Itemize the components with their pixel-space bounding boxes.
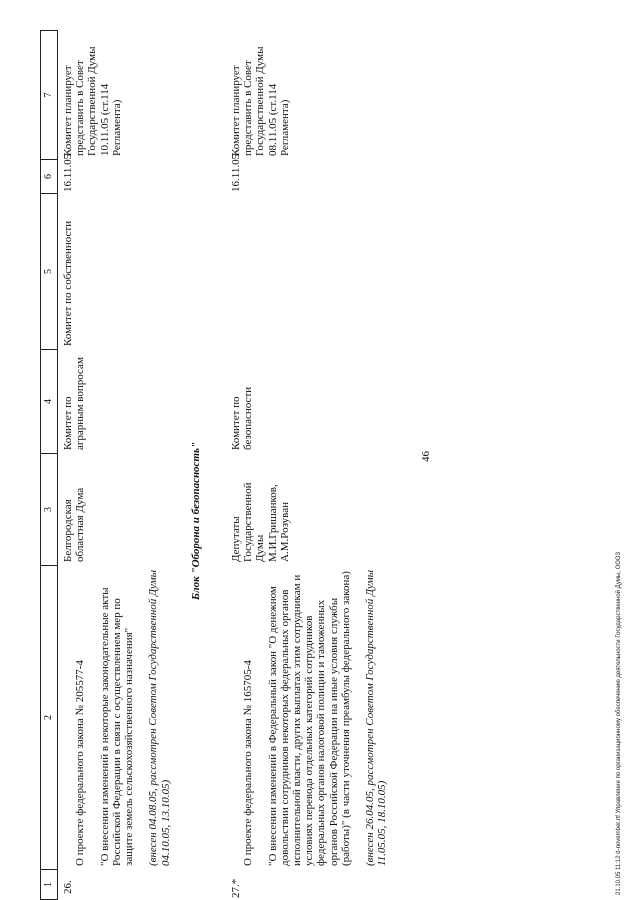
bill-note: (внесен 04.08.05, рассмотрен Советом Государственной Думы 04.10.05, 13.10.05) [147, 569, 172, 866]
header-col-1: 1 [41, 869, 57, 899]
table-header [40, 30, 58, 900]
header-col-2: 2 [41, 565, 57, 869]
date: 16.11.05 [62, 153, 74, 192]
header-col-7: 7 [43, 92, 54, 98]
header-col-5: 5 [41, 193, 57, 349]
bill-title: О проекте федерального закона № 165705-4 [242, 660, 255, 866]
bill-title: О проекте федерального закона № 205577-4 [74, 660, 87, 866]
bill-note: (внесен 26.04.05, рассмотрен Советом Государственной Думы 11.05.05, 18.10.05) [364, 569, 389, 866]
initiator: Депутаты Государственной Думы М.И.Гришанков, А.М.Розуван [230, 482, 291, 562]
header-col-3: 3 [41, 453, 57, 565]
header-col-6: 6 [41, 159, 57, 193]
row-number: 26. [62, 880, 74, 894]
header-col-4: 4 [41, 349, 57, 453]
co-committee: Комитет по собственности [62, 220, 74, 346]
bill-cell [230, 568, 401, 866]
responsible-committee: Комитет по аграрным вопросам [62, 357, 87, 450]
row-number: 27.* [230, 878, 242, 898]
plan-note: Комитет планирует представить в Совет Государственной Думы 10.11.05 (ст.114 Регламента) [62, 46, 123, 156]
plan-note: Комитет планирует представить в Совет Государственной Думы 08.11.05 (ст.114 Регламента) [230, 46, 291, 156]
bill-body: "О внесении изменений в некоторые законодательные акты Российской Федерации в связи с осуществлением мер по защите земель сельскохозяйственного назначения" [98, 587, 136, 866]
footer-line: 21.10.05 11:12 d-november.rtf Управление по организационному обеспечению деятельности Государственной Думы, ООО3 [616, 552, 622, 895]
rotated-page [40, 0, 640, 900]
page-number: 46 [420, 451, 432, 462]
date: 16.11.05 [230, 153, 242, 192]
block-title: Блок "Оборона и безопасность" [190, 441, 202, 600]
responsible-committee: Комитет по безопасности [230, 386, 255, 450]
initiator: Белгородская областная Дума [62, 487, 87, 562]
bill-cell [62, 568, 184, 866]
bill-body: "О внесении изменений в Федеральный закон "О денежном довольствии сотрудников некоторых федеральных органов исполнительной власти, других выплатах этим сотрудникам и условиях перевода отдельных категорий сотрудников федеральных органов налоговой полиции и таможенных органов Российской Федерации на иные условия службы (работы)" (в части уточнения преамбулы федерального закона) [266, 571, 352, 866]
